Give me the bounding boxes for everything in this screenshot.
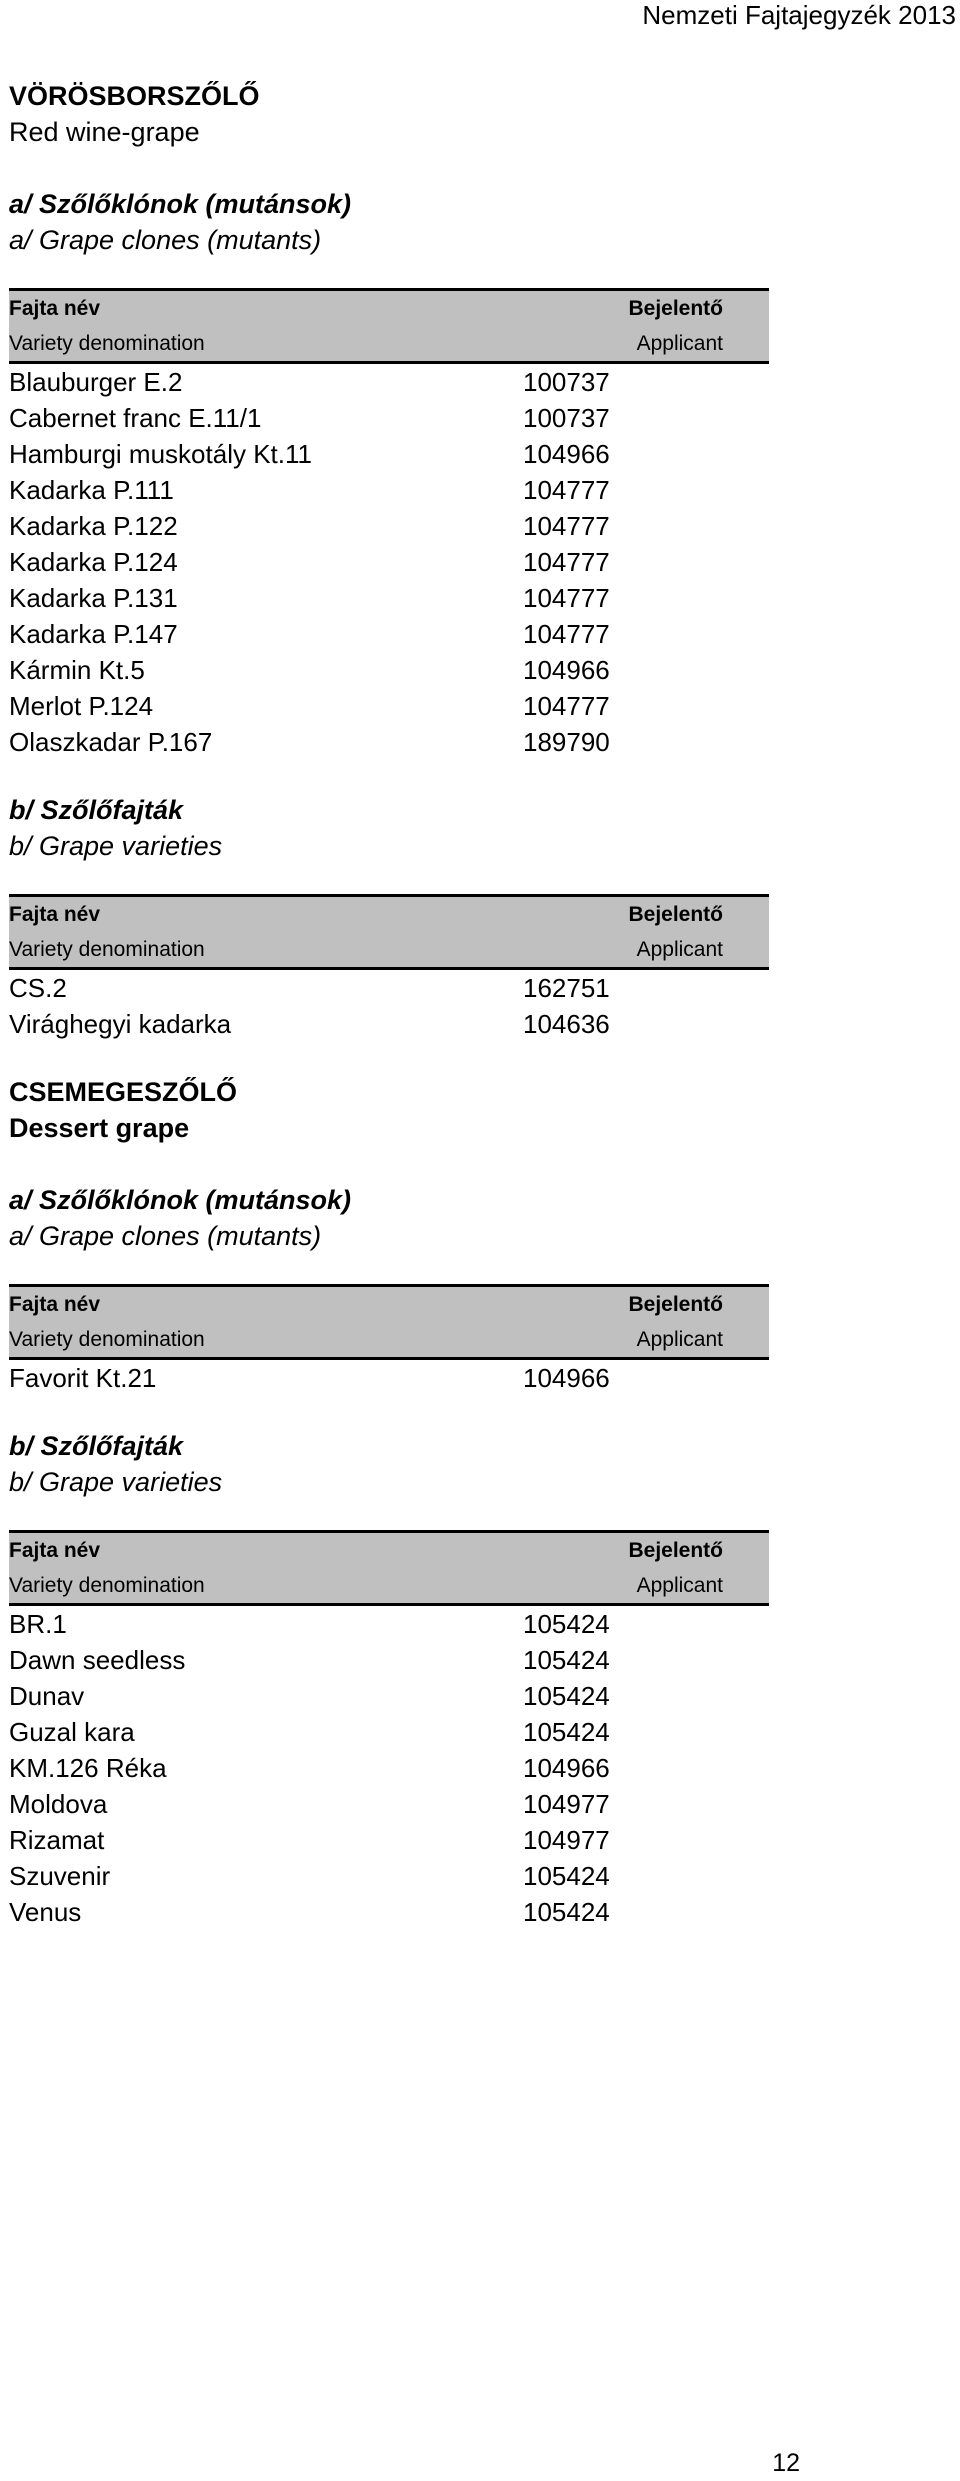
- variety-name: Kármin Kt.5: [9, 654, 145, 685]
- table-row: [9, 436, 769, 472]
- table-header-row: [9, 1532, 769, 1569]
- table-row: [9, 1714, 769, 1750]
- column-header-applicant-en: Applicant: [523, 1322, 769, 1359]
- variety-name: Merlot P.124: [9, 690, 154, 721]
- variety-name: Dawn seedless: [9, 1644, 186, 1675]
- applicant-code: 104777: [523, 510, 610, 541]
- column-header-name-hu: Fajta név: [9, 290, 523, 327]
- variety-name: Favorit Kt.21: [9, 1362, 157, 1393]
- table-header-row-en: [9, 1322, 769, 1359]
- variety-name: BR.1: [9, 1608, 67, 1639]
- variety-name: Virághegyi kadarka: [9, 1008, 232, 1039]
- table-row: [9, 1605, 769, 1643]
- section-title-hu: VÖRÖSBORSZŐLŐ: [9, 81, 260, 111]
- applicant-code: 104977: [523, 1788, 610, 1819]
- table-header-row: [9, 1286, 769, 1323]
- table-row: [9, 580, 769, 616]
- table-row: [9, 1006, 769, 1042]
- page-header: Nemzeti Fajtajegyzék 2013: [642, 0, 956, 30]
- section-red-wine-grape: [9, 78, 769, 1074]
- subsection-title-hu: b/ Szőlőfajták: [9, 795, 184, 825]
- table-row: [9, 1359, 769, 1397]
- applicant-code: 189790: [523, 726, 610, 757]
- table-row: [9, 1858, 769, 1894]
- applicant-code: 105424: [523, 1860, 610, 1891]
- variety-name: Guzal kara: [9, 1716, 135, 1747]
- variety-name: Moldova: [9, 1788, 108, 1819]
- variety-table: [9, 1530, 769, 1930]
- column-header-name-hu: Fajta név: [9, 896, 523, 933]
- section-dessert-grape: [9, 1074, 769, 1930]
- applicant-code: 100737: [523, 402, 610, 433]
- applicant-code: 104966: [523, 1752, 610, 1783]
- applicant-code: 104966: [523, 1362, 610, 1393]
- table-header-row: [9, 896, 769, 933]
- variety-name: Kadarka P.147: [9, 618, 178, 649]
- subsection-title-hu: a/ Szőlőklónok (mutánsok): [9, 1185, 352, 1215]
- variety-name: Dunav: [9, 1680, 85, 1711]
- applicant-code: 104966: [523, 654, 610, 685]
- variety-name: Hamburgi muskotály Kt.11: [9, 438, 312, 469]
- applicant-code: 104777: [523, 582, 610, 613]
- table-header-row-en: [9, 932, 769, 969]
- variety-table: [9, 1284, 769, 1396]
- column-header-name-en: Variety denomination: [9, 326, 523, 363]
- applicant-code: 104636: [523, 1008, 610, 1039]
- variety-table: [9, 894, 769, 1042]
- applicant-code: 104777: [523, 618, 610, 649]
- table-row: [9, 1894, 769, 1930]
- table-row: [9, 652, 769, 688]
- variety-name: Venus: [9, 1896, 82, 1927]
- applicant-code: 105424: [523, 1680, 610, 1711]
- applicant-code: 104966: [523, 438, 610, 469]
- section-title-hu: CSEMEGESZŐLŐ: [9, 1077, 238, 1107]
- applicant-code: 162751: [523, 972, 610, 1003]
- subsection-title-en: a/ Grape clones (mutants): [9, 1221, 322, 1251]
- applicant-code: 104977: [523, 1824, 610, 1855]
- applicant-code: 104777: [523, 546, 610, 577]
- variety-name: Cabernet franc E.11/1: [9, 402, 262, 433]
- applicant-code: 105424: [523, 1896, 610, 1927]
- column-header-name-en: Variety denomination: [9, 1568, 523, 1605]
- variety-name: Kadarka P.131: [9, 582, 178, 613]
- subsection-title-en: a/ Grape clones (mutants): [9, 225, 322, 255]
- document-body: [9, 78, 769, 1930]
- subsection-title-en: b/ Grape varieties: [9, 1467, 223, 1497]
- variety-name: Olaszkadar P.167: [9, 726, 213, 757]
- section-title-en: Dessert grape: [9, 1113, 190, 1143]
- variety-name: Kadarka P.124: [9, 546, 178, 577]
- page-number: 12: [772, 2449, 800, 2477]
- table-row: [9, 1822, 769, 1858]
- table-row: [9, 508, 769, 544]
- variety-name: Rizamat: [9, 1824, 105, 1855]
- column-header-name-en: Variety denomination: [9, 932, 523, 969]
- variety-name: CS.2: [9, 972, 67, 1003]
- column-header-name-hu: Fajta név: [9, 1532, 523, 1569]
- variety-table: [9, 288, 769, 760]
- table-row: [9, 1678, 769, 1714]
- column-header-applicant-hu: Bejelentő: [523, 1286, 769, 1323]
- column-header-name-hu: Fajta név: [9, 1286, 523, 1323]
- variety-name: KM.126 Réka: [9, 1752, 167, 1783]
- table-row: [9, 688, 769, 724]
- table-row: [9, 1786, 769, 1822]
- subsection-title-hu: a/ Szőlőklónok (mutánsok): [9, 189, 352, 219]
- column-header-applicant-hu: Bejelentő: [523, 1532, 769, 1569]
- section-title-en: Red wine-grape: [9, 117, 200, 147]
- column-header-applicant-en: Applicant: [523, 326, 769, 363]
- table-header-row-en: [9, 326, 769, 363]
- table-row: [9, 363, 769, 401]
- column-header-applicant-en: Applicant: [523, 1568, 769, 1605]
- column-header-applicant-hu: Bejelentő: [523, 290, 769, 327]
- variety-name: Szuvenir: [9, 1860, 111, 1891]
- table-row: [9, 969, 769, 1007]
- applicant-code: 104777: [523, 690, 610, 721]
- applicant-code: 100737: [523, 366, 610, 397]
- column-header-name-en: Variety denomination: [9, 1322, 523, 1359]
- table-row: [9, 1750, 769, 1786]
- subsection-title-en: b/ Grape varieties: [9, 831, 223, 861]
- column-header-applicant-en: Applicant: [523, 932, 769, 969]
- column-header-applicant-hu: Bejelentő: [523, 896, 769, 933]
- table-header-row-en: [9, 1568, 769, 1605]
- variety-name: Kadarka P.111: [9, 474, 174, 505]
- applicant-code: 104777: [523, 474, 610, 505]
- applicant-code: 105424: [523, 1644, 610, 1675]
- subsection-title-hu: b/ Szőlőfajták: [9, 1431, 184, 1461]
- table-header-row: [9, 290, 769, 327]
- table-row: [9, 472, 769, 508]
- table-row: [9, 616, 769, 652]
- table-row: [9, 544, 769, 580]
- applicant-code: 105424: [523, 1716, 610, 1747]
- applicant-code: 105424: [523, 1608, 610, 1639]
- variety-name: Blauburger E.2: [9, 366, 183, 397]
- table-row: [9, 400, 769, 436]
- table-row: [9, 1642, 769, 1678]
- table-row: [9, 724, 769, 760]
- variety-name: Kadarka P.122: [9, 510, 178, 541]
